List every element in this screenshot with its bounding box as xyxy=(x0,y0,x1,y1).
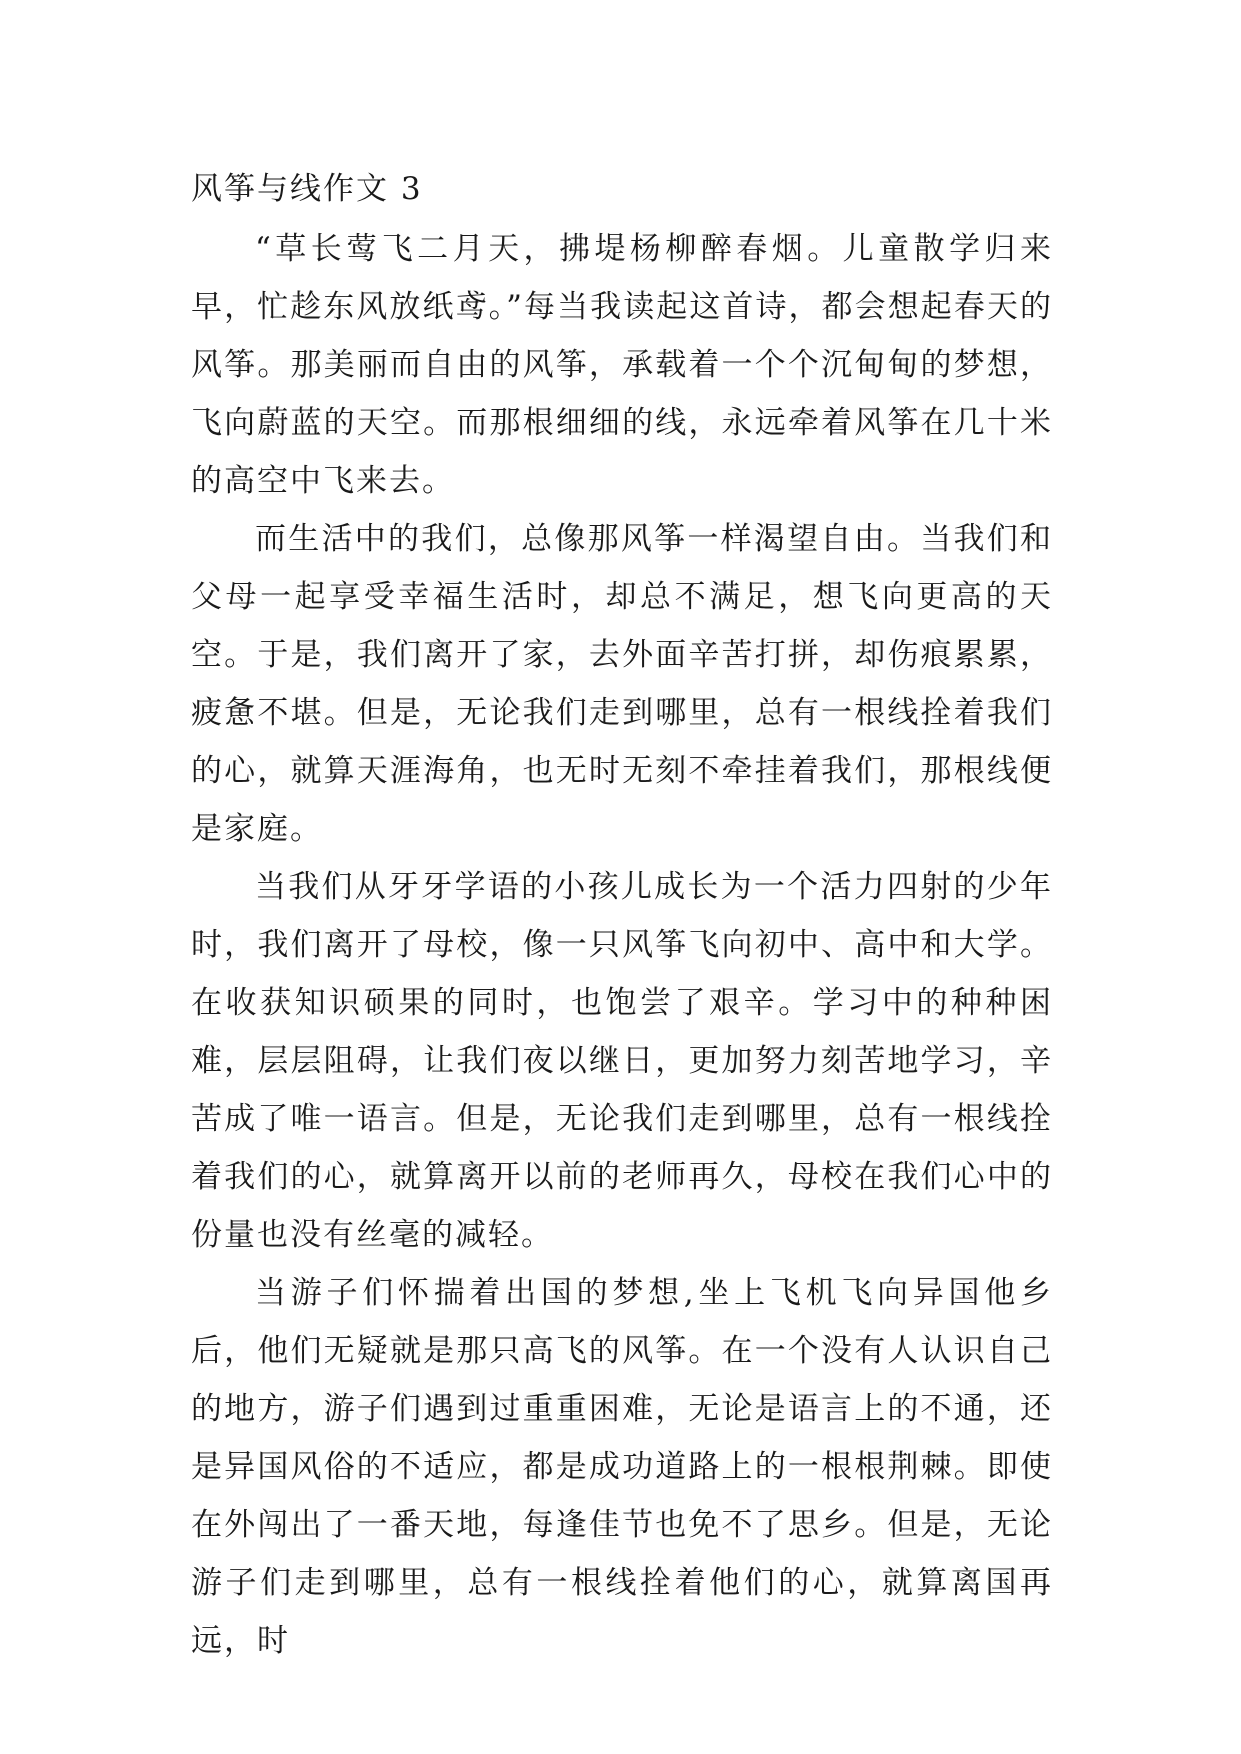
document-title: 风筝与线作文 3 xyxy=(191,171,423,207)
document-body xyxy=(191,160,1053,1670)
paragraph-4: 当游子们怀揣着出国的梦想,坐上飞机飞向异国他乡后，他们无疑就是那只高飞的风筝。在一个没有人认识自己的地方，游子们遇到过重重困难，无论是语言上的不通，还是异国风俗的不适应，都是成功道路上的一根根荆棘。即使在外闯出了一番天地，每逢佳节也免不了思乡。但是，无论游子们走到哪里，总有一根线拴着他们的心，就算离国再远，时 xyxy=(191,1275,1053,1659)
paragraph-2: 而生活中的我们，总像那风筝一样渴望自由。当我们和父母一起享受幸福生活时，却总不满足，想飞向更高的天空。于是，我们离开了家，去外面辛苦打拼，却伤痕累累，疲惫不堪。但是，无论我们走到哪里，总有一根线拴着我们的心，就算天涯海角，也无时无刻不牵挂着我们，那根线便是家庭。 xyxy=(191,521,1053,847)
paragraph-1: “草长莺飞二月天，拂堤杨柳醉春烟。儿童散学归来早，忙趁东风放纸鸢。”每当我读起这首诗，都会想起春天的风筝。那美丽而自由的风筝，承载着一个个沉甸甸的梦想，飞向蔚蓝的天空。而那根细细的线，永远牵着风筝在几十米的高空中飞来去。 xyxy=(191,231,1053,499)
paragraph-3: 当我们从牙牙学语的小孩儿成长为一个活力四射的少年时，我们离开了母校，像一只风筝飞向初中、高中和大学。在收获知识硕果的同时，也饱尝了艰辛。学习中的种种困难，层层阻碍，让我们夜以继日，更加努力刻苦地学习，辛苦成了唯一语言。但是，无论我们走到哪里，总有一根线拴着我们的心，就算离开以前的老师再久，母校在我们心中的份量也没有丝毫的减轻。 xyxy=(191,869,1053,1253)
